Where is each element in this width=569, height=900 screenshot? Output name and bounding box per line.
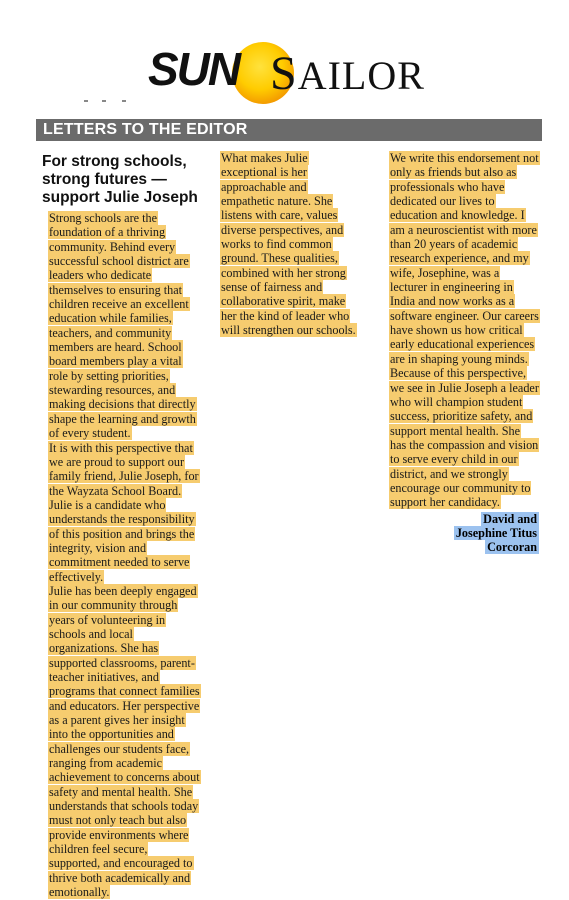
logo-sailor-text: [270, 47, 425, 100]
logo-sailor-rest: AILOR: [297, 53, 425, 98]
letter-signature: [377, 512, 539, 555]
article-column-3: [377, 151, 539, 555]
column-1-body: [36, 211, 201, 900]
signature-line-2: Josephine Titus: [455, 526, 537, 540]
article-paragraph-6: Because of this perspective, we see in Julie Joseph a leader who will champion student success, prioritize safety, and support mental health. She has the compassion and vision to serve every child in our district, and we strongly encourage our community to support her candidacy.: [390, 366, 539, 510]
column-2-body: [208, 151, 363, 337]
logo-sailor-initial: S: [270, 47, 298, 100]
article-column-1: [36, 151, 201, 900]
article-paragraph-1: Strong schools are the foundation of a thriving community. Behind every successful school district are leaders who dedicate themselves to ensuring that children receive an excellent education while families, teachers, and community members are heard. School board members play a vital role by setting priorities, stewarding resources, and making decisions that directly shape the learning and growth of every student.: [49, 211, 196, 441]
article-paragraph-5: We write this endorsement not only as friends but also as professionals who have dedicated our lives to education and knowledge. I am a neuroscientist with more than 20 years of academic research experience, and my wife, Josephine, was a lecturer in engineering in India and now works as a software engineer. Our careers have shown us how critical early educational experiences are in shaping young minds.: [390, 151, 539, 366]
article-paragraph-2: It is with this perspective that we are proud to support our family friend, Julie Joseph, for the Wayzata School Board. Julie is a candidate who understands the responsibility of this position and brings the integrity, vision and commitment needed to serve effectively.: [49, 440, 199, 584]
section-header-bar: [36, 119, 542, 141]
column-3-body: [377, 151, 539, 510]
section-title: LETTERS TO THE EDITOR: [43, 121, 248, 138]
article-paragraph-4: What makes Julie exceptional is her approachable and empathetic nature. She listens with care, values diverse perspectives, and works to find common ground. These qualities, combined with her strong sense of fairness and collaborative spirit, make her the kind of leader who will strengthen our schools.: [221, 151, 356, 338]
article-column-2: [208, 151, 363, 337]
article-headline: For strong schools, strong futures — support Julie Joseph: [42, 153, 198, 206]
article-paragraph-3: Julie has been deeply engaged in our community through years of volunteering in schools and local organizations. She has supported classrooms, parent-teacher initiatives, and programs that connect families and educators. Her perspective as a parent gives her insight into the opportunities and challenges our students face, ranging from academic achievement to concerns about safety and mental health. She understands that schools today must not only teach but also provide environments where children feel secure, supported, and encouraged to thrive both academically and emotionally.: [49, 583, 200, 900]
logo-sun-text: SUN: [148, 43, 240, 95]
signature-line-1: David and: [483, 511, 537, 526]
masthead: [0, 0, 569, 110]
signature-line-3: Corcoran: [487, 540, 537, 555]
